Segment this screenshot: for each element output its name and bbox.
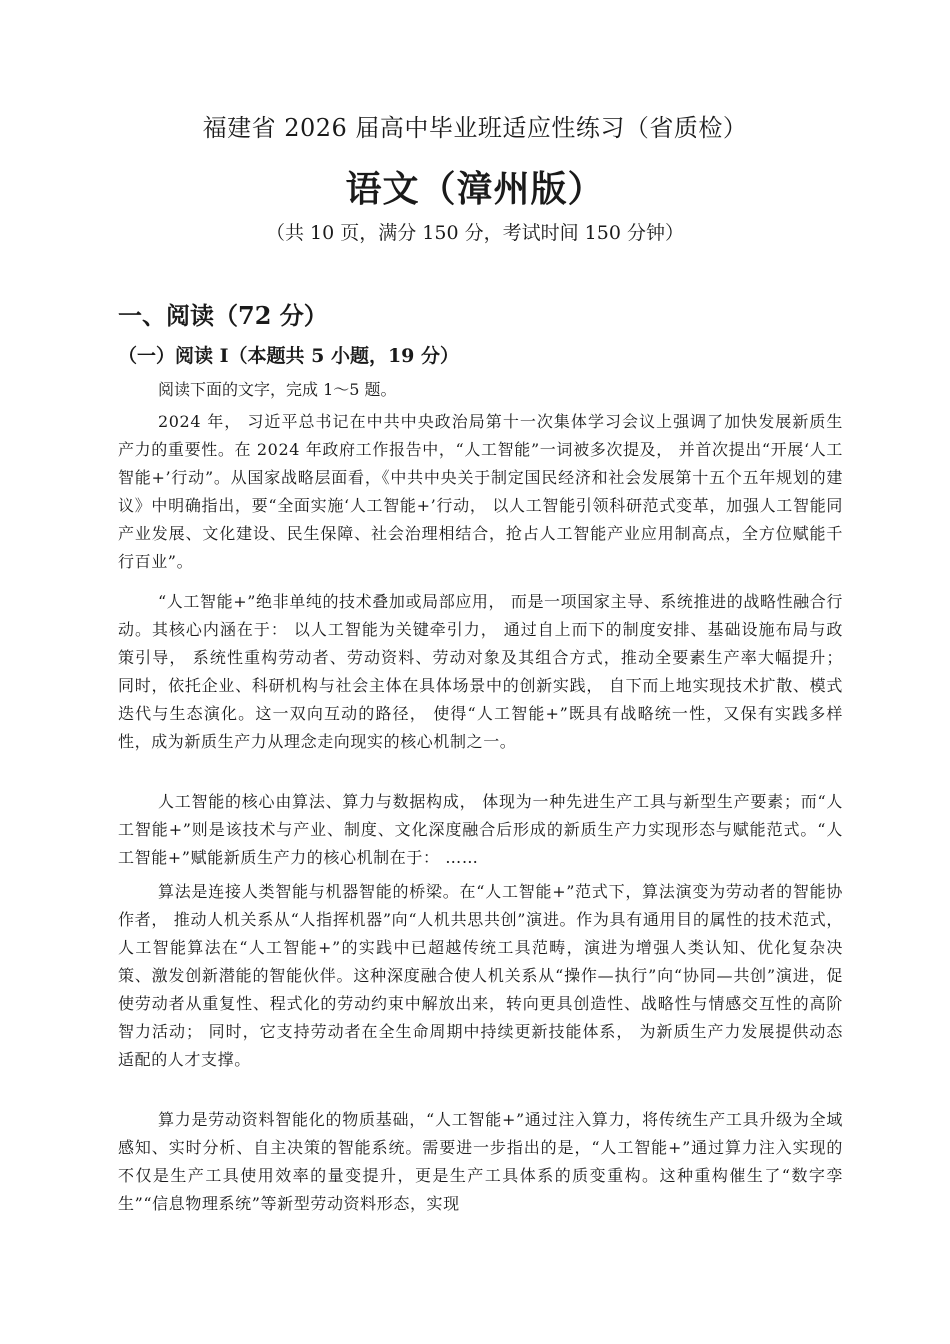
subject-title: 语文（漳州版） — [345, 168, 605, 210]
section-heading: 一、阅读（72 分） — [118, 301, 328, 330]
reading-instruction: 阅读下面的文字，完成 1～5 题。 — [158, 380, 397, 399]
passage-paragraph-5: 算力是劳动资料智能化的物质基础，“人工智能+”通过注入算力，将传统生产工具升级为全域感知、实时分析、自主决策的智能系统。需要进一步指出的是，“人工智能+”通过算力注入实现的不仅是生产工具使用效率的量变提升，更是生产工具体系的质变重构。这种重构催生了“数字孪生”“信息物理系统”等新型劳动资料形态，实现 — [118, 1110, 843, 1213]
sub-section-heading: （一）阅读 I（本题共 5 小题，19 分） — [118, 345, 460, 367]
passage-paragraph-4: 算法是连接人类智能与机器智能的桥梁。在“人工智能+”范式下，算法演变为劳动者的智能协作者， 推动人机关系从“人指挥机器”向“人机共思共创”演进。作为具有通用目的属性的技术范式，人工智能算法在“人工智能+”的实践中已超越传统工具范畴，演进为增强人类认知、优化复杂决策、激发创新潜能的智能伙伴。这种深度融合使人机关系从“操作—执行”向“协同—共创”演进，促使劳动者从重复性、程式化的劳动约束中解放出来，转向更具创造性、战略性与情感交互性的高阶智力活动； 同时，它支持劳动者在全生命周期中持续更新技能体系， 为新质生产力发展提供动态适配的人才支撑。 — [118, 882, 843, 1069]
exam-title: 福建省 2026 届高中毕业班适应性练习（省质检） — [202, 114, 748, 142]
exam-meta: （共 10 页，满分 150 分，考试时间 150 分钟） — [266, 222, 684, 244]
exam-header — [0, 108, 950, 248]
passage-paragraph-1: 2024 年， 习近平总书记在中共中央政治局第十一次集体学习会议上强调了加快发展新质生产力的重要性。在 2024 年政府工作报告中，“人工智能”一词被多次提及， 并首次提出“开展‘人工智能+’行动”。从国家战略层面看，《中共中央关于制定国民经济和社会发展第十五个五年规划的建议》中明确指出，要“全面实施‘人工智能+’行动， 以人工智能引领科研范式变革，加强人工智能同产业发展、文化建设、民生保障、社会治理相结合，抢占人工智能产业应用制高点，全方位赋能千行百业”。 — [118, 412, 843, 571]
passage-paragraph-2: “人工智能+”绝非单纯的技术叠加或局部应用， 而是一项国家主导、系统推进的战略性融合行动。其核心内涵在于： 以人工智能为关键牵引力， 通过自上而下的制度安排、基础设施布局与政策引导， 系统性重构劳动者、劳动资料、劳动对象及其组合方式，推动全要素生产率大幅提升； 同时，依托企业、科研机构与社会主体在具体场景中的创新实践， 自下而上地实现技术扩散、模式迭代与生态演化。这一双向互动的路径， 使得“人工智能+”既具有战略统一性，又保有实践多样性，成为新质生产力从理念走向现实的核心机制之一。 — [118, 592, 843, 751]
passage-paragraph-3: 人工智能的核心由算法、算力与数据构成， 体现为一种先进生产工具与新型生产要素；而“人工智能+”则是该技术与产业、制度、文化深度融合后形成的新质生产力实现形态与赋能范式。“人工智能+”赋能新质生产力的核心机制在于： …… — [118, 792, 843, 867]
